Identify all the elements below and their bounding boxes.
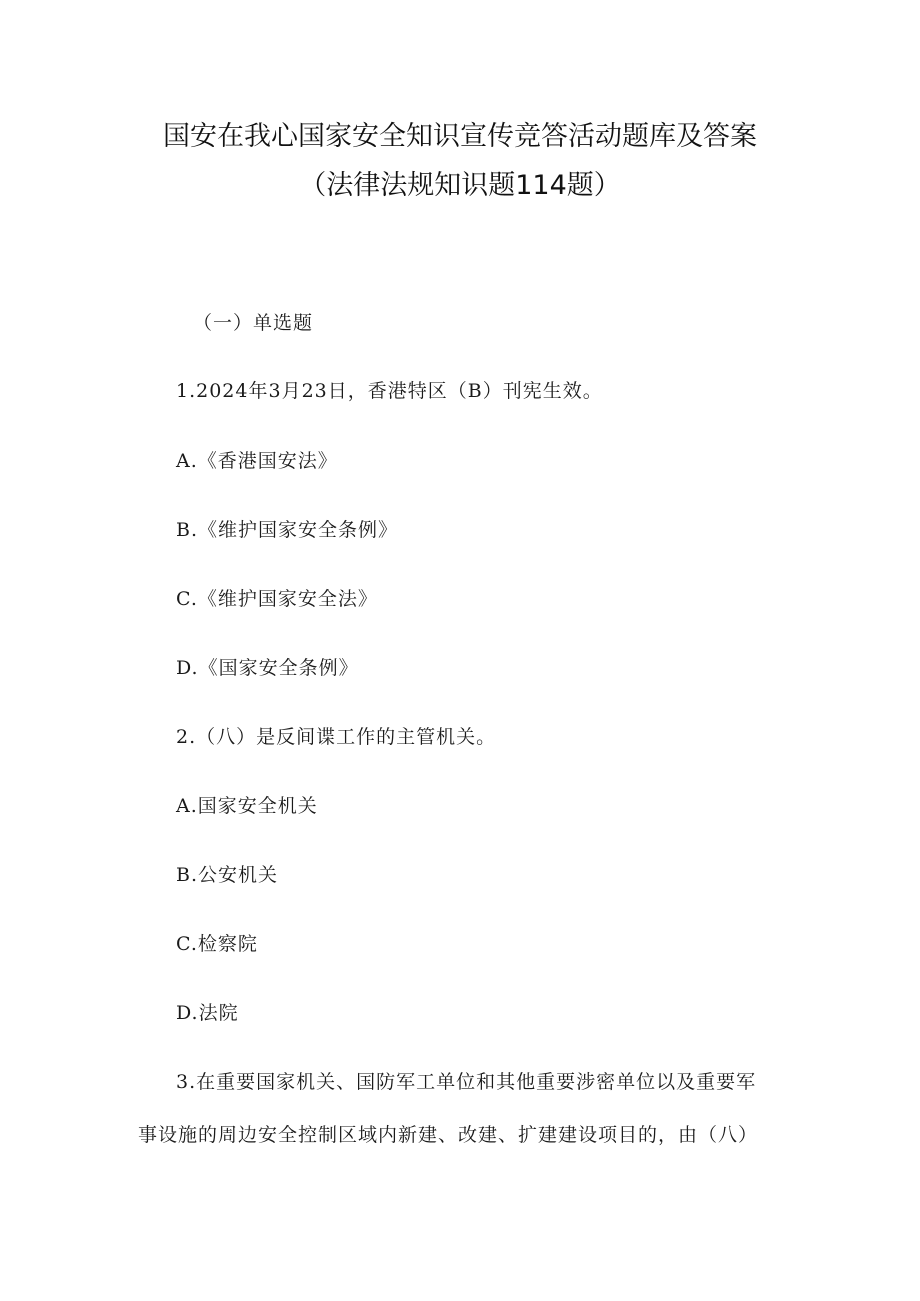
section-heading: （一）单选题 (193, 312, 314, 334)
question-2-option-b: B.公安机关 (176, 864, 279, 886)
question-2: 2.（八）是反间谍工作的主管机关。 (176, 726, 497, 748)
question-3-line2: 事设施的周边安全控制区域内新建、改建、扩建建设项目的，由（八） (138, 1124, 759, 1146)
question-1: 1.2024年3月23日，香港特区（B）刊宪生效。 (176, 380, 603, 402)
question-1-option-b: B.《维护国家安全条例》 (176, 519, 399, 541)
question-1-option-d: D.《国家安全条例》 (176, 657, 359, 679)
document-title-line2: （法律法规知识题114题） (299, 170, 621, 201)
question-3-line1: 3.在重要国家机关、国防军工单位和其他重要涉密单位以及重要军 (176, 1071, 757, 1093)
question-2-option-c: C.检察院 (176, 933, 258, 955)
question-2-option-d: D.法院 (176, 1002, 239, 1024)
document-title-line1: 国安在我心国家安全知识宣传竞答活动题库及答案 (163, 121, 757, 152)
question-1-option-a: A.《香港国安法》 (176, 450, 338, 472)
question-1-option-c: C.《维护国家安全法》 (176, 588, 378, 610)
question-2-option-a: A.国家安全机关 (176, 795, 318, 817)
